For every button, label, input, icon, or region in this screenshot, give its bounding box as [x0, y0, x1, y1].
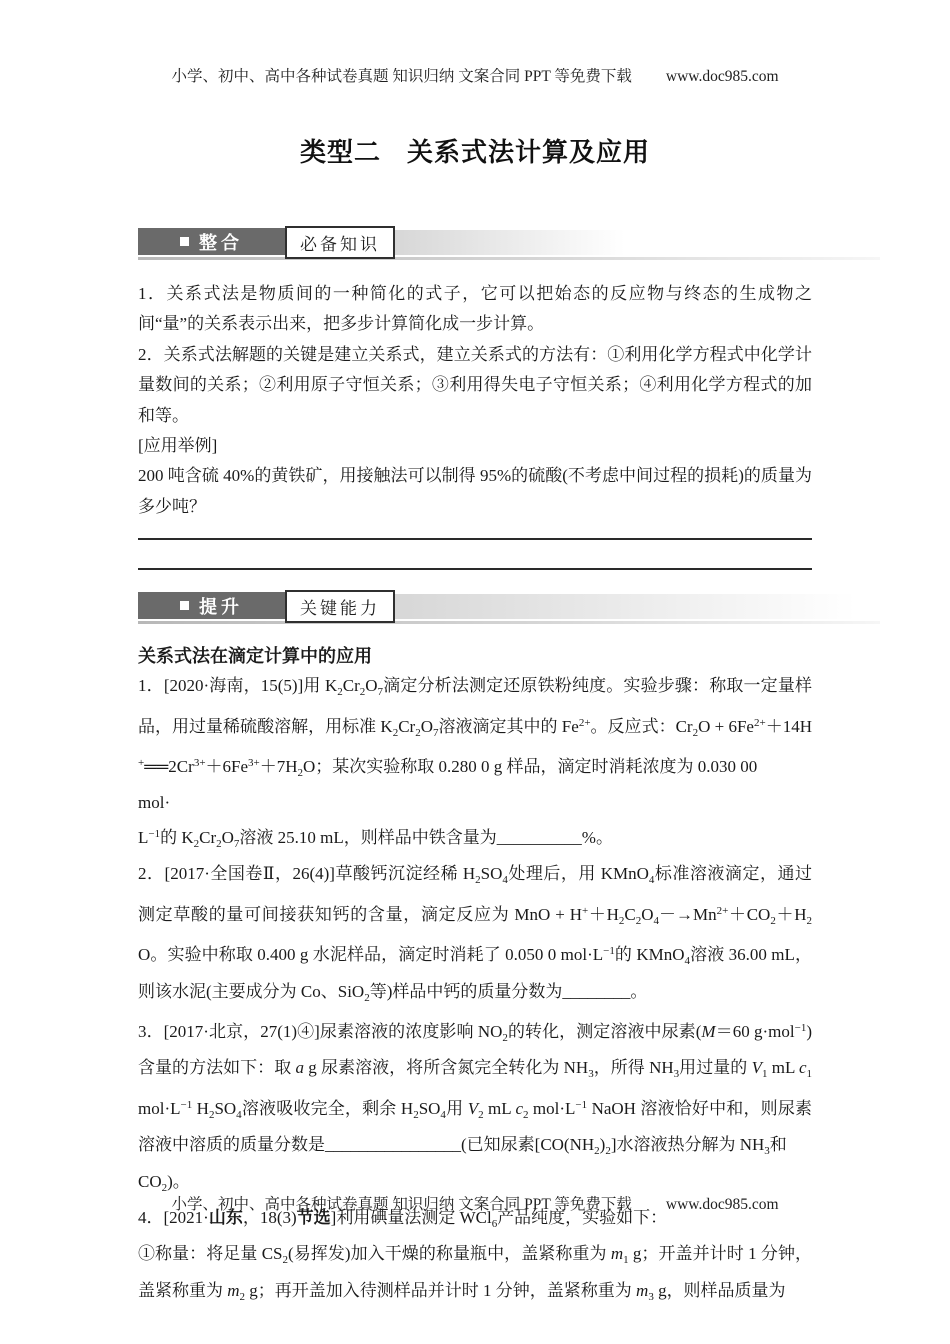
badge-sub-label: 关键能力	[285, 590, 395, 623]
subsection-heading: 关系式法在滴定计算中的应用	[138, 646, 372, 667]
question-4-step1: ①称量：将足量 $CS_2$(易挥发)加入干燥的称量瓶中，盖紧称重为 $m_1$ g；开盖并计时 1 分钟，盖紧称重为 $m_2$ g；再开盖加入待测样品并计时 1 分钟，盖紧称重为 $m_3$ g，则样品质量为	[138, 1244, 813, 1303]
question-2: 2．[2017·全国卷Ⅱ，26(4)]草酸钙沉淀经稀 $H_2SO_4$处理后，用 KMnO$_4$标准溶液滴定，通过测定草酸的量可间接获知钙的含量，滴定反应为 MnO + $H^++H_2C_2O_4-\to Mn^{2+}+CO_2+H_2O$。实验中称取 0.400 g 水泥样品，滴定时消耗了 0.050 0 $mol\cdot L^{-1}$的 KMnO$_4$溶液 36.00 mL，则该水泥(主要成分为 Co、SiO$_2$等)样品中钙的质量分数为________。	[138, 864, 812, 1004]
footer-url-link[interactable]: www.doc985.com	[665, 1196, 779, 1213]
square-bullet-icon	[180, 237, 189, 246]
question-3: 3．[2017·北京，27(1)④]尿素溶液的浓度影响 $NO_2$的转化，测定溶液中尿素(M＝60 g·mol$^{-1}$)含量的方法如下：取 a g 尿素溶液，将所含氮完全转化为 $NH_3$，所得 $NH_3$用过量的 $V_1$ mL $c_1$ $mol\cdot L^{-1}$ $H_2SO_4$溶液吸收完全，剩余 $H_2SO_4$用 $V_2$ mL $c_2$ $mol\cdot L^{-1}$ NaOH 溶液恰好中和，则尿素溶液中溶质的质量分数是________________(已知尿素$[CO(NH_2)_2]$水溶液热分解为 $NH_3$和 $CO_2$)。	[138, 1021, 813, 1194]
paragraph-definition: 1．关系式法是物质间的一种简化的式子，它可以把始态的反应物与终态的生成物之间“量”的关系表示出来，把多步计算简化成一步计算。	[138, 284, 812, 334]
example-tag: [应用举例]	[138, 436, 218, 456]
question-1: 1．[2020·海南，15(5)]用 $K_2Cr_2O_7$滴定分析法测定还原铁粉纯度。实验步骤：称取一定量样品，用过量稀硫酸溶解，用标准 $K_2Cr_2O_7$溶液滴定其中的 $Fe^{2+}$。反应式：$Cr_2O$ + $6Fe^{2+}+14H^+══2Cr^{3+}+6Fe^{3+}+7H_2O$；某次实验称取 0.280 0 g 样品，滴定时消耗浓度为 0.030 00 mol· $L^{-1}$的 $K_2Cr_2O_7$溶液 25.10 mL，则样品中铁含量为__________%。	[138, 676, 813, 850]
page-title-text: 关系式法计算及应用	[407, 137, 651, 167]
document-content	[138, 226, 812, 1312]
section-badge-improve	[138, 590, 880, 627]
badge-fade-strip	[395, 230, 650, 255]
page-title-number: 类型二	[299, 137, 381, 167]
question-4-intro: 4．[2021·山东，18(3)节选]利用碘量法测定 WCl$_6$产品纯度，实验如下：	[138, 1207, 668, 1230]
badge-bar	[138, 592, 285, 619]
answer-blank-line-1	[138, 522, 812, 540]
badge-tab-label: 整合	[199, 232, 243, 253]
footer-text: 小学、初中、高中各种试卷真题 知识归纳 文案合同 PPT 等免费下载	[171, 1196, 632, 1213]
header-text: 小学、初中、高中各种试卷真题 知识归纳 文案合同 PPT 等免费下载	[171, 68, 632, 85]
square-bullet-icon	[180, 601, 189, 610]
badge-sub-label: 必备知识	[285, 226, 395, 259]
badge-tab-label: 提升	[199, 596, 243, 617]
example-question: 200 吨含硫 40%的黄铁矿，用接触法可以制得 95%的硫酸(不考虑中间过程的损耗)的质量为多少吨？	[138, 466, 812, 516]
badge-fade-strip	[395, 594, 880, 619]
page-header	[0, 64, 950, 86]
paragraph-methods: 2．关系式法解题的关键是建立关系式，建立关系式的方法有：①利用化学方程式中化学计量数间的关系；②利用原子守恒关系；③利用得失电子守恒关系；④利用化学方程式的加和等。	[138, 344, 812, 425]
answer-blank-line-2	[138, 540, 812, 570]
section-badge-consolidate	[138, 226, 880, 263]
page-title	[0, 132, 950, 169]
header-url-link[interactable]: www.doc985.com	[665, 68, 779, 85]
page-footer	[0, 1192, 950, 1214]
badge-bar	[138, 228, 285, 255]
